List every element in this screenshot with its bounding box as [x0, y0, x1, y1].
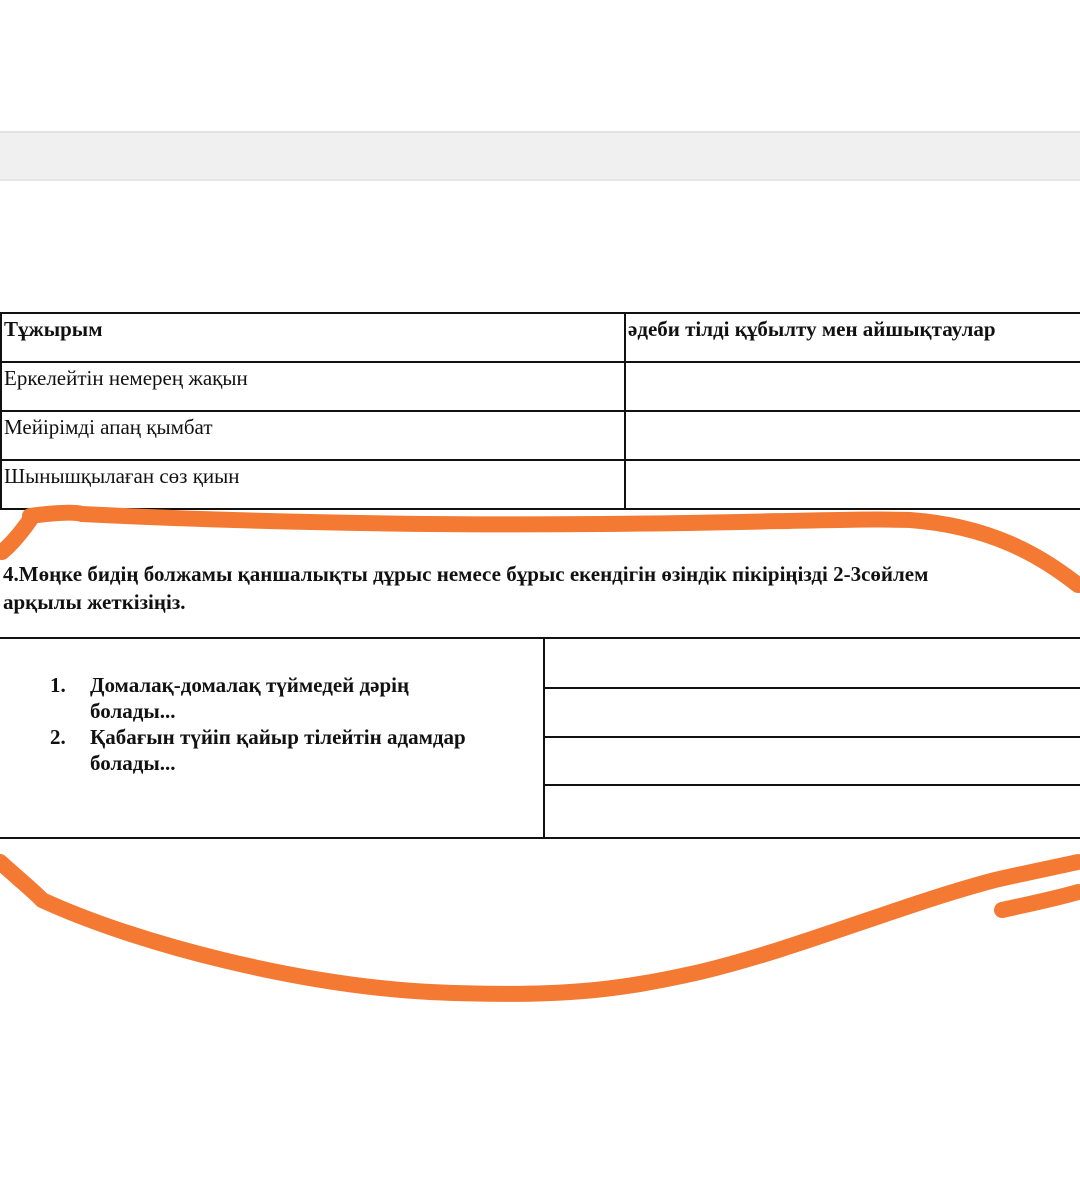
list-item-text: Домалақ-домалақ түймедей дәрің [90, 673, 410, 697]
statement-cell: Мейірімді апаң қымбат [1, 411, 625, 460]
statement-cell: Еркелейтін немерең жақын [1, 362, 625, 411]
question-4 [3, 560, 1063, 616]
column-divider [543, 639, 545, 837]
answer-line [544, 784, 1080, 786]
table-header-row [1, 313, 1080, 362]
conclusion-table [0, 312, 1080, 510]
table-row [1, 362, 1080, 411]
answer-box [0, 637, 1080, 839]
answer-cell [625, 411, 1080, 460]
list-item-text-continued: болады... [90, 751, 176, 775]
question-line-1: 4.Мөңке бидің болжамы қаншалықты дұрыс немесе бұрыс екендігін өзіндік пікіріңізді 2-3сөйлем [3, 562, 929, 586]
scribble-stroke [2, 517, 32, 552]
header-cell-conclusion: Тұжырым [1, 313, 625, 362]
list-item-number: 1. [50, 673, 66, 697]
list-item [48, 672, 518, 724]
answer-line [544, 736, 1080, 738]
scribble-stroke [0, 862, 1078, 994]
table-row [1, 460, 1080, 509]
list-item-number: 2. [50, 725, 66, 749]
answer-cell [625, 460, 1080, 509]
list-item [48, 724, 518, 776]
scribble-stroke [1002, 892, 1078, 910]
table-row [1, 411, 1080, 460]
list-item-text: Қабағын түйіп қайыр тілейтін адамдар [90, 725, 466, 749]
header-cell-figurative-language: әдеби тілді құбылту мен айшықтаулар [625, 313, 1080, 362]
answer-line [544, 687, 1080, 689]
question-line-2: арқылы жеткізіңіз. [3, 590, 186, 614]
answer-cell [625, 362, 1080, 411]
list-item-text-continued: болады... [90, 699, 176, 723]
toolbar-strip [0, 131, 1080, 181]
proverb-list [48, 672, 518, 776]
statement-cell: Шынышқылаған сөз қиын [1, 460, 625, 509]
